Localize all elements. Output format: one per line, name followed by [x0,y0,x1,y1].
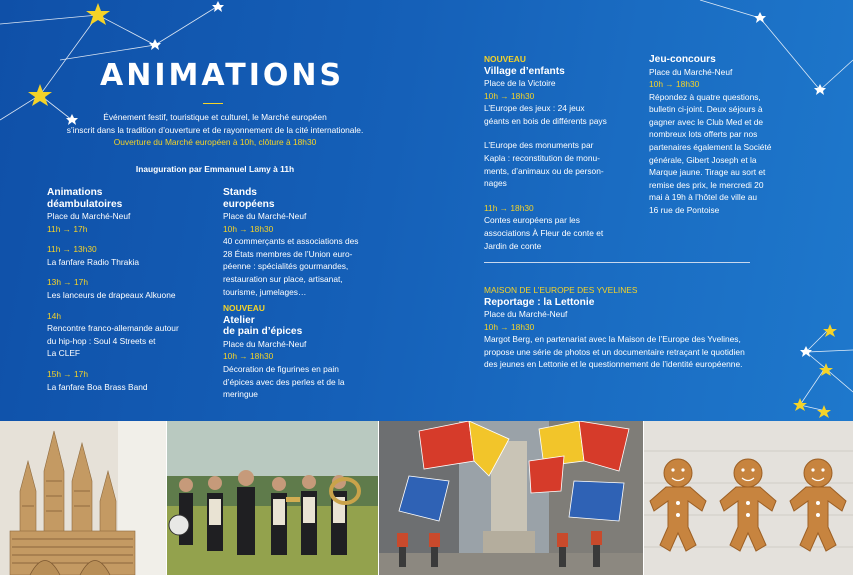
contest-hours: 10h → 18h30 [649,79,700,90]
title-underline [203,103,223,104]
stands-hours: 10h → 18h30 [223,223,274,234]
col-contest [649,53,799,217]
col-animations [47,187,217,393]
kapla-monument-photo [0,421,166,575]
atelier-text: d’épices avec des perles et de la [223,376,345,387]
new-badge: NOUVEAU [223,303,265,314]
contest-text: gagner avec le Club Med et de [649,116,764,127]
contest-text: générale, Gibert Joseph et la [649,154,757,165]
contest-text: Marque jaune. Tirage au sort et [649,167,766,178]
atelier-text: Décoration de figurines en pain [223,363,339,374]
event-time: 13h → 17h [47,277,88,288]
contest-text: 16 rue de Pontoise [649,205,720,216]
stands-text: 28 États membres de l’Union euro- [223,248,353,259]
event-text: du hip-hop : Soul 4 Streets et [47,335,156,346]
contest-text: nombreux lots offerts par nos [649,129,758,140]
village-place: Place de la Victoire [484,78,556,89]
stands-heading-1: Stands [223,187,257,198]
atelier-heading-2: de pain d’épices [223,326,303,338]
brass-band-photo [167,421,378,575]
village-heading: Village d’enfants [484,65,565,77]
stands-heading-2: européens [223,198,275,210]
stands-text: restauration sur place, artisanat, [223,273,343,284]
maison-text: des jeunes en Lettonie et le questionnement de l’identité européenne. [484,359,743,370]
stands-text: tourisme, jumelages… [223,286,307,297]
animations-hours: 11h → 17h [47,223,88,234]
photo-strip [0,421,853,575]
village-text: Kapla : reconstitution de monu- [484,153,600,164]
village-text: associations À Fleur de conte et [484,228,604,239]
village-text: Jardin de conte [484,240,542,251]
village-text: L’Europe des jeux : 24 jeux [484,103,585,114]
animations-heading-2: déambulatoires [47,198,123,210]
village-text: géants en bois de différents pays [484,115,607,126]
contest-text: partenaires également la Société [649,142,772,153]
village-text: Contes européens par les [484,215,580,226]
contest-place: Place du Marché-Neuf [649,66,733,77]
atelier-place: Place du Marché-Neuf [223,338,307,349]
contest-text: remise des prix, le mercredi 20 [649,179,764,190]
maison-text: propose une série de photos et un documentaire retraçant le quotidien [484,346,745,357]
atelier-text: meringue [223,389,258,400]
event-text: La CLEF [47,348,81,359]
gingerbread-photo [644,421,853,575]
maison-place: Place du Marché-Neuf [484,309,568,320]
event-text: Les lanceurs de drapeaux Alkuone [47,289,176,300]
maison-hours: 10h → 18h30 [484,321,535,332]
village-text: L’Europe des monuments par [484,140,594,151]
intro-line-2: s’inscrit dans la tradition d’ouverture et de rayonnement de la cité internationale. [66,124,364,135]
maison-text: Margot Berg, en partenariat avec la Maison de l’Europe des Yvelines, [484,334,741,345]
village-hours: 10h → 18h30 [484,90,535,101]
event-time: 14h [47,310,61,321]
village-text: nages [484,178,507,189]
event-time: 15h → 17h [47,368,88,379]
intro-line-1: Événement festif, touristique et culturel, le Marché européen [103,112,327,122]
animations-place: Place du Marché-Neuf [47,211,131,221]
event-text: La fanfare Radio Thrakia [47,256,140,267]
opening-hours: Ouverture du Marché européen à 10h, clôture à 18h30 [113,137,317,148]
stands-place: Place du Marché-Neuf [223,211,307,221]
village-text: ments, d’animaux ou de person- [484,165,604,176]
flag-throwers-photo [379,421,643,575]
atelier-heading-1: Atelier [223,314,255,326]
atelier-hours: 10h → 18h30 [223,351,274,362]
stands-text: péenne : spécialités gourmandes, [223,261,349,272]
event-time: 11h → 13h30 [47,244,97,255]
col-village [484,53,642,252]
maison-heading: Reportage : la Lettonie [484,296,595,308]
contest-text: Répondez à quatre questions, [649,91,761,102]
event-text: Rencontre franco-allemande autour [47,323,179,334]
animations-heading-1: Animations [47,187,103,198]
contest-text: bulletin ci-joint. Deux séjours à [649,104,763,115]
new-badge: NOUVEAU [484,54,526,64]
event-text: La fanfare Boa Brass Band [47,381,148,392]
contest-text: mai à 19h à l’hôtel de ville au [649,192,758,203]
village-hours-2: 11h → 18h30 [484,202,534,213]
page-title: ANIMATIONS [100,58,345,93]
col-stands [223,187,393,401]
section-divider [484,262,750,263]
col-maison [484,284,804,371]
stands-text: 40 commerçants et associations des [223,236,359,247]
maison-label: MAISON DE L’EUROPE DES YVELINES [484,285,638,295]
inauguration-note: Inauguration par Emmanuel Lamy à 11h [135,164,295,174]
contest-heading: Jeu-concours [649,54,716,65]
